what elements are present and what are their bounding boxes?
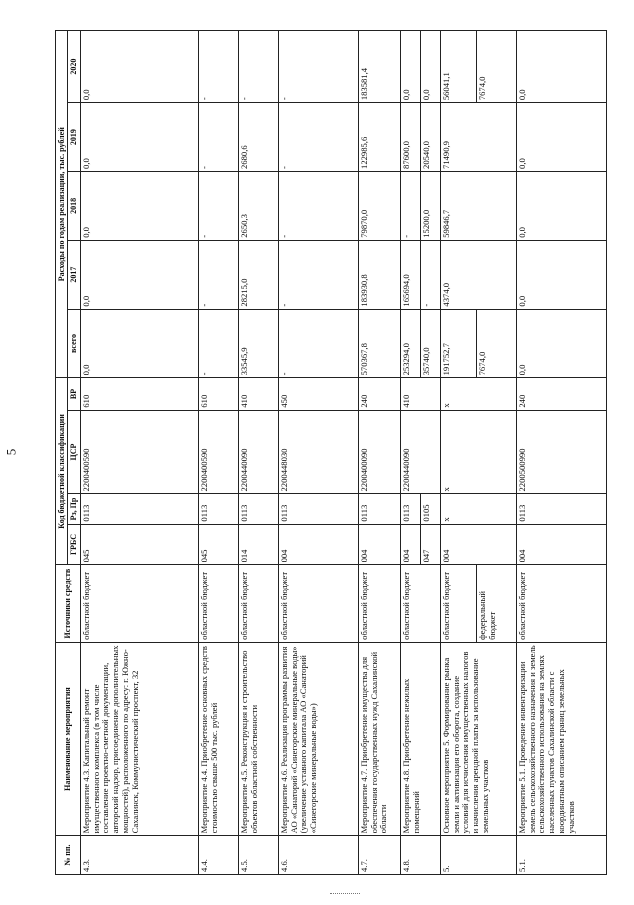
header-vr: ВР xyxy=(68,378,80,410)
row-2017: 165694,0 xyxy=(400,240,420,309)
table-row xyxy=(238,31,278,875)
row-num: 4.8. xyxy=(400,836,440,875)
row-csr: 2200400590 xyxy=(80,410,198,494)
header-2020: 2020 xyxy=(68,31,80,103)
row-num: 4.4. xyxy=(198,836,238,875)
row-total: - xyxy=(278,309,358,378)
footer-divider xyxy=(330,893,360,894)
row-2019: 122985,6 xyxy=(358,103,400,172)
row-grbs: 045 xyxy=(80,524,198,565)
row-name: Мероприятие 5.1. Проведение инвентаризации земель сельскохозяйственного назначения и земель сельскохозяйственного использования на землях населенных пунктов Сахалинской области с координатным описанием границ земельных участков xyxy=(516,642,606,836)
row-rzpr-2: 0105 xyxy=(420,494,440,524)
row-rzpr: 0113 xyxy=(80,494,198,524)
row-vr: х xyxy=(440,378,516,410)
header-name: Наименование мероприятия xyxy=(56,642,81,836)
row-2020-2: 7674,0 xyxy=(476,31,516,103)
header-csr: ЦСР xyxy=(68,410,80,494)
row-grbs: 004 xyxy=(516,524,606,565)
row-2018: 59846,7 xyxy=(440,171,516,240)
row-csr: 2200500990 xyxy=(516,410,606,494)
row-2019: 87600,0 xyxy=(400,103,420,172)
header-2018: 2018 xyxy=(68,171,80,240)
header-expenses: Расходы по годам реализации, тыс. рублей xyxy=(56,31,68,378)
row-grbs: 004 xyxy=(278,524,358,565)
row-name: Мероприятие 4.6. Реализация программы развития АО «Санаторий «Синегорские минеральные воды» (увеличение уставного капитала АО «Санаторий «Синегорские минеральные воды») xyxy=(278,642,358,836)
row-2020: - xyxy=(238,31,278,103)
row-csr: 2200400090 xyxy=(358,410,400,494)
header-total: всего xyxy=(68,309,80,378)
budget-table xyxy=(55,30,607,875)
row-total: 33545,9 xyxy=(238,309,278,378)
row-name: Мероприятие 4.5. Реконструкция и строительство объектов областной собственности xyxy=(238,642,278,836)
row-2019: 0,0 xyxy=(516,103,606,172)
row-num: 4.7. xyxy=(358,836,400,875)
row-source: областной бюджет xyxy=(358,565,400,642)
row-name: Основное мероприятие 5. Формирование рынка земли и активизация его оборота, создание условий для исчисления имущественных налогов и начисления арендной платы за использование земельных участков xyxy=(440,642,516,836)
row-2020: - xyxy=(278,31,358,103)
row-name: Мероприятие 4.8. Приобретение нежилых помещений xyxy=(400,642,440,836)
row-total: - xyxy=(198,309,238,378)
row-num: 5. xyxy=(440,836,516,875)
row-2020: 0,0 xyxy=(400,31,420,103)
header-grbs: ГРБС xyxy=(68,524,80,565)
row-source-2: федеральный бюджет xyxy=(476,565,516,642)
row-vr: 410 xyxy=(238,378,278,410)
row-vr: 610 xyxy=(198,378,238,410)
row-2019: 71490,9 xyxy=(440,103,516,172)
header-2019: 2019 xyxy=(68,103,80,172)
row-2018-2: 15200,0 xyxy=(420,171,440,240)
row-rzpr: 0113 xyxy=(516,494,606,524)
rotated-table-container xyxy=(55,30,634,875)
header-rzpr: Рз, Пр xyxy=(68,494,80,524)
row-total-2: 7674,0 xyxy=(476,309,516,378)
row-total: 0,0 xyxy=(80,309,198,378)
row-num: 4.5. xyxy=(238,836,278,875)
row-csr: 2200440090 xyxy=(400,410,440,494)
row-2017: 4374,0 xyxy=(440,240,516,309)
row-vr: 240 xyxy=(516,378,606,410)
row-2018: 2650,3 xyxy=(238,171,278,240)
row-2019: 0,0 xyxy=(80,103,198,172)
table-row xyxy=(278,31,358,875)
row-source: областной бюджет xyxy=(440,565,476,642)
row-num: 5.1. xyxy=(516,836,606,875)
row-2017: 0,0 xyxy=(80,240,198,309)
row-2018: 79870,0 xyxy=(358,171,400,240)
row-rzpr: 0113 xyxy=(358,494,400,524)
row-source: областной бюджет xyxy=(238,565,278,642)
row-2018: 0,0 xyxy=(516,171,606,240)
row-vr: 410 xyxy=(400,378,440,410)
row-vr: 450 xyxy=(278,378,358,410)
header-source: Источники средств xyxy=(56,565,81,642)
row-rzpr: 0113 xyxy=(278,494,358,524)
row-2020: 0,0 xyxy=(80,31,198,103)
table-row xyxy=(440,31,476,875)
row-2018: - xyxy=(400,171,420,240)
row-2020: 56041,1 xyxy=(440,31,476,103)
row-2018: - xyxy=(278,171,358,240)
row-source: областной бюджет xyxy=(198,565,238,642)
row-num: 4.3. xyxy=(80,836,198,875)
row-2017-2: - xyxy=(420,240,440,309)
row-name: Мероприятие 4.4. Приобретение основных средств стоимостью свыше 500 тыс. рублей xyxy=(198,642,238,836)
row-2019: - xyxy=(278,103,358,172)
row-csr: х xyxy=(440,410,516,494)
row-2020: 183581,4 xyxy=(358,31,400,103)
row-csr: 2200440090 xyxy=(238,410,278,494)
row-grbs: 045 xyxy=(198,524,238,565)
row-total: 191752,7 xyxy=(440,309,476,378)
row-source: областной бюджет xyxy=(80,565,198,642)
row-source: областной бюджет xyxy=(516,565,606,642)
row-grbs: 004 xyxy=(400,524,420,565)
row-grbs: 004 xyxy=(358,524,400,565)
header-2017: 2017 xyxy=(68,240,80,309)
row-name: Мероприятие 4.7. Приобретение имущества для обеспечения государственных нужд Сахалинской области xyxy=(358,642,400,836)
row-2018: - xyxy=(198,171,238,240)
row-rzpr: 0113 xyxy=(238,494,278,524)
row-2019: - xyxy=(198,103,238,172)
row-2018: 0,0 xyxy=(80,171,198,240)
row-name: Мероприятие 4.3. Капитальный ремонт имущественного комплекса (в том числе составление проектно-сметной документации, авторский надзор, присоединение дополнительных мощностей), расположенного по адресу: г. Южно-Сахалинск, Коммунистический проспект, 32 xyxy=(80,642,198,836)
row-2020: 0,0 xyxy=(516,31,606,103)
row-vr: 610 xyxy=(80,378,198,410)
page-number: 5 xyxy=(3,448,19,456)
header-num: № пп. xyxy=(56,836,81,875)
row-total: 0,0 xyxy=(516,309,606,378)
row-vr: 240 xyxy=(358,378,400,410)
row-2017: - xyxy=(278,240,358,309)
row-num: 4.6. xyxy=(278,836,358,875)
row-csr: 2200448030 xyxy=(278,410,358,494)
row-total: 570367,8 xyxy=(358,309,400,378)
table-row xyxy=(198,31,238,875)
header-kbk: Код бюджетной классификации xyxy=(56,378,68,565)
row-total-2: 35740,0 xyxy=(420,309,440,378)
row-source: областной бюджет xyxy=(278,565,358,642)
row-csr: 2200400590 xyxy=(198,410,238,494)
table-row xyxy=(80,31,198,875)
row-rzpr: х xyxy=(440,494,516,524)
row-total: 253294,0 xyxy=(400,309,420,378)
row-2019: 2680,6 xyxy=(238,103,278,172)
row-2017: 183930,8 xyxy=(358,240,400,309)
row-2020-2: 0,0 xyxy=(420,31,440,103)
table-row xyxy=(400,31,420,875)
table-row xyxy=(358,31,400,875)
row-2020: - xyxy=(198,31,238,103)
row-2019-2: 20540,0 xyxy=(420,103,440,172)
row-2017: - xyxy=(198,240,238,309)
row-rzpr: 0113 xyxy=(400,494,420,524)
row-2017: 28215,0 xyxy=(238,240,278,309)
row-grbs: 014 xyxy=(238,524,278,565)
row-2017: 0,0 xyxy=(516,240,606,309)
row-rzpr: 0113 xyxy=(198,494,238,524)
row-grbs-2: 047 xyxy=(420,524,440,565)
row-source: областной бюджет xyxy=(400,565,440,642)
row-grbs: 004 xyxy=(440,524,516,565)
table-row xyxy=(516,31,606,875)
